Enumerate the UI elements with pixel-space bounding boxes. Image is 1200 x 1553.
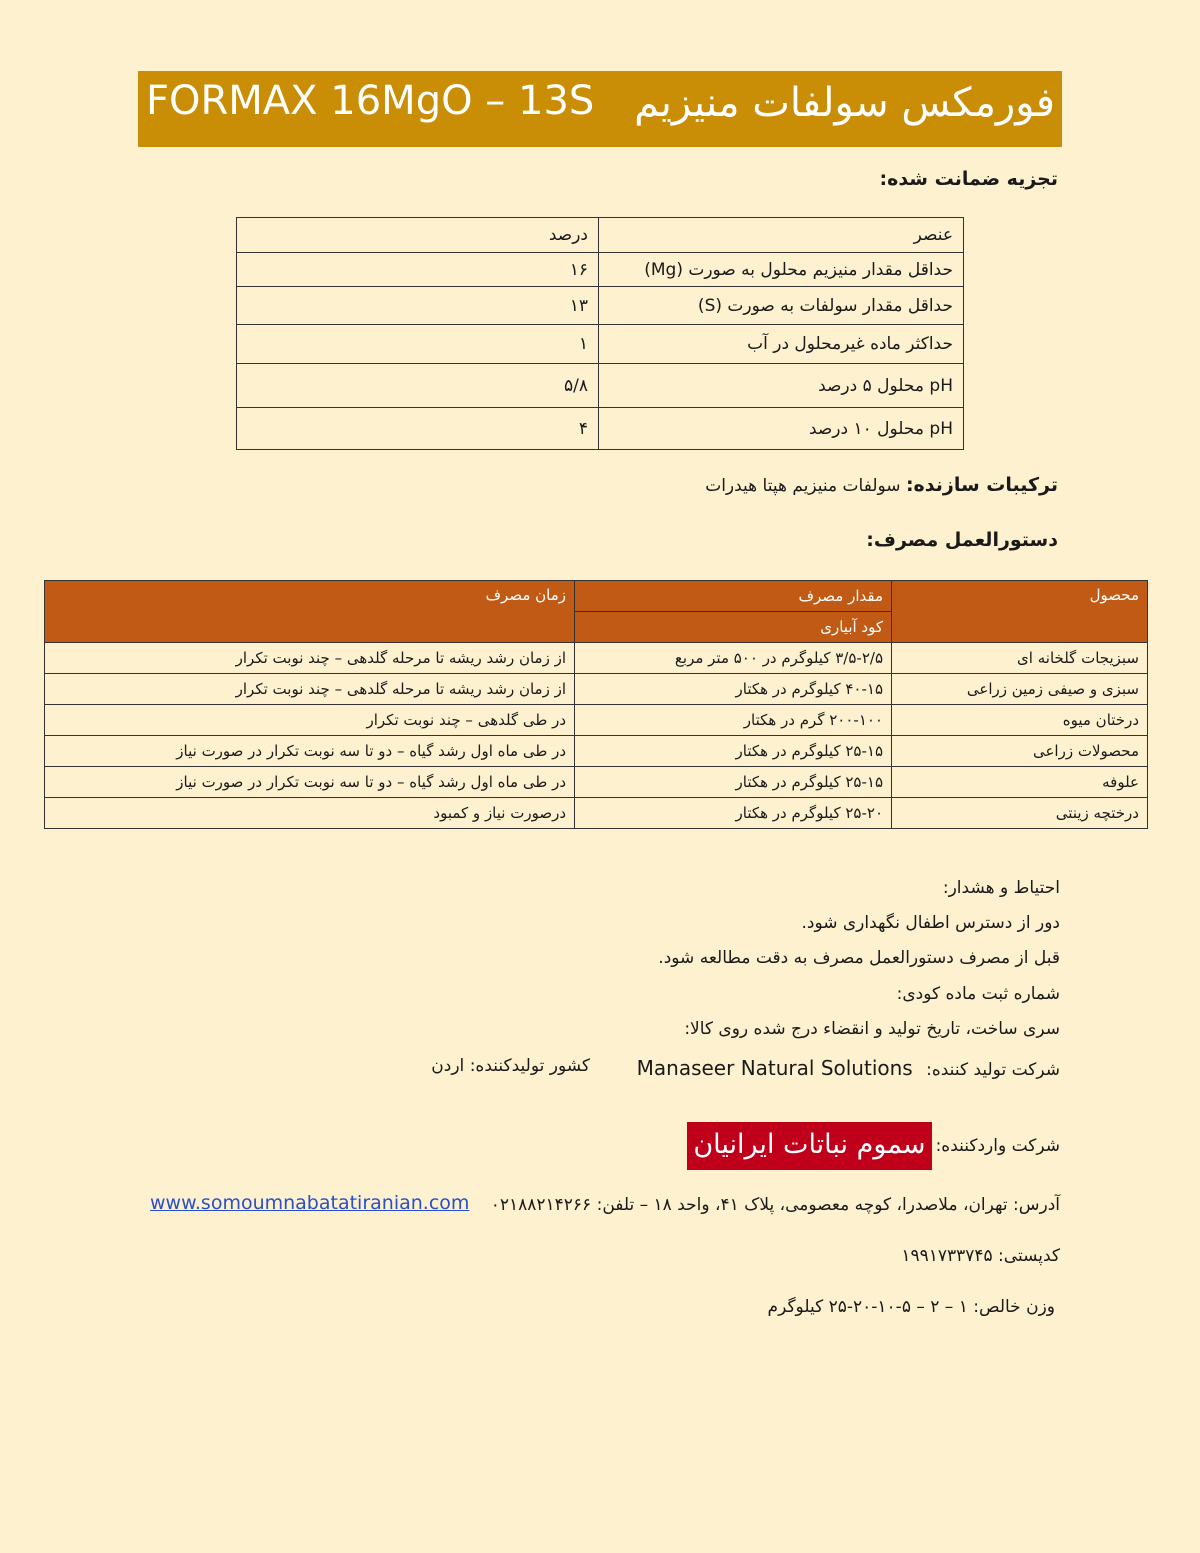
column-header-percent: درصد: [237, 218, 599, 253]
usage-product: علوفه: [892, 767, 1148, 798]
usage-header-row: [45, 581, 1148, 612]
usage-time: در طی ماه اول رشد گیاه – دو تا سه نوبت تکرار در صورت نیاز: [45, 736, 575, 767]
analysis-percent: ۱۶: [237, 253, 599, 287]
table-row: [45, 767, 1148, 798]
usage-product: محصولات زراعی: [892, 736, 1148, 767]
website-link[interactable]: www.somoumnabatatiranian.com: [150, 1192, 470, 1214]
manufacturer-label: شرکت تولید کننده:: [926, 1060, 1060, 1080]
table-row: [237, 408, 964, 450]
importer-name: سموم نباتات ایرانیان: [687, 1122, 931, 1170]
manufacturer-line: [637, 1056, 1060, 1080]
table-row: [237, 287, 964, 325]
analysis-element: حداقل مقدار سولفات به صورت (S): [599, 287, 964, 325]
table-row: [45, 643, 1148, 674]
product-title-persian: فورمکس سولفات منیزیم: [634, 80, 1055, 126]
usage-heading: دستورالعمل مصرف:: [866, 529, 1058, 551]
net-weight: وزن خالص: ۱ – ۲ – ۵-۱۰-۲۰-۲۵ کیلوگرم: [767, 1297, 1055, 1317]
column-header-amount: مقدار مصرف: [575, 581, 892, 612]
note-keep-away: دور از دسترس اطفال نگهداری شود.: [801, 913, 1060, 933]
usage-table: [44, 580, 1148, 829]
usage-product: درختان میوه: [892, 705, 1148, 736]
usage-amount: ۴۰-۱۵ کیلوگرم در هکتار: [575, 674, 892, 705]
table-row: [45, 736, 1148, 767]
analysis-element: حداکثر ماده غیرمحلول در آب: [599, 325, 964, 364]
usage-amount: ۲۵-۱۵ کیلوگرم در هکتار: [575, 767, 892, 798]
composition-value: سولفات منیزیم هپتا هیدرات: [705, 476, 901, 496]
composition-label: ترکیبات سازنده:: [905, 474, 1058, 496]
product-title-english: FORMAX 16MgO – 13S: [146, 78, 595, 124]
usage-time: درصورت نیاز و کمبود: [45, 798, 575, 829]
column-subheader-fertigation: کود آبیاری: [575, 612, 892, 643]
usage-time: در طی ماه اول رشد گیاه – دو تا سه نوبت تکرار در صورت نیاز: [45, 767, 575, 798]
country-of-origin: کشور تولیدکننده: اردن: [431, 1056, 590, 1076]
table-row: [237, 253, 964, 287]
usage-amount: ۲۰۰-۱۰۰ گرم در هکتار: [575, 705, 892, 736]
usage-time: از زمان رشد ریشه تا مرحله گلدهی – چند نوبت تکرار: [45, 643, 575, 674]
table-row: [237, 325, 964, 364]
importer-line: [687, 1122, 1060, 1170]
importer-label: شرکت واردکننده:: [935, 1136, 1060, 1156]
usage-time: در طی گلدهی – چند نوبت تکرار: [45, 705, 575, 736]
postal-code: کدپستی: ۱۹۹۱۷۳۳۷۴۵: [901, 1246, 1060, 1266]
table-header-row: [237, 218, 964, 253]
analysis-element: حداقل مقدار منیزیم محلول به صورت (Mg): [599, 253, 964, 287]
importer-address: آدرس: تهران، ملاصدرا، کوچه معصومی، پلاک ۴۱، واحد ۱۸ – تلفن: ۰۲۱۸۸۲۱۴۲۶۶: [490, 1195, 1060, 1215]
column-header-element: عنصر: [599, 218, 964, 253]
note-batch-dates: سری ساخت، تاریخ تولید و انقضاء درج شده روی کالا:: [684, 1019, 1060, 1039]
analysis-table: [236, 217, 964, 450]
manufacturer-name: Manaseer Natural Solutions: [636, 1056, 913, 1080]
analysis-percent: ۱: [237, 325, 599, 364]
usage-product: سبزیجات گلخانه ای: [892, 643, 1148, 674]
table-row: [45, 798, 1148, 829]
table-row: [237, 364, 964, 408]
table-row: [45, 705, 1148, 736]
caution-label: احتیاط و هشدار:: [942, 878, 1060, 898]
column-header-time: زمان مصرف: [45, 581, 575, 643]
usage-amount: ۳/۵-۲/۵ کیلوگرم در ۵۰۰ متر مربع: [575, 643, 892, 674]
composition-line: [705, 474, 1058, 496]
usage-product: درختچه زینتی: [892, 798, 1148, 829]
usage-amount: ۲۵-۲۰ کیلوگرم در هکتار: [575, 798, 892, 829]
analysis-heading: تجزیه ضمانت شده:: [879, 168, 1058, 190]
analysis-element: pH محلول ۱۰ درصد: [599, 408, 964, 450]
note-registration-number: شماره ثبت ماده کودی:: [896, 984, 1060, 1004]
analysis-percent: ۱۳: [237, 287, 599, 325]
analysis-percent: ۴: [237, 408, 599, 450]
note-read-instructions: قبل از مصرف دستورالعمل مصرف به دقت مطالعه شود.: [658, 948, 1060, 968]
analysis-element: pH محلول ۵ درصد: [599, 364, 964, 408]
table-row: [45, 674, 1148, 705]
analysis-percent: ۵/۸: [237, 364, 599, 408]
usage-product: سبزی و صیفی زمین زراعی: [892, 674, 1148, 705]
usage-time: از زمان رشد ریشه تا مرحله گلدهی – چند نوبت تکرار: [45, 674, 575, 705]
usage-amount: ۲۵-۱۵ کیلوگرم در هکتار: [575, 736, 892, 767]
column-header-product: محصول: [892, 581, 1148, 643]
